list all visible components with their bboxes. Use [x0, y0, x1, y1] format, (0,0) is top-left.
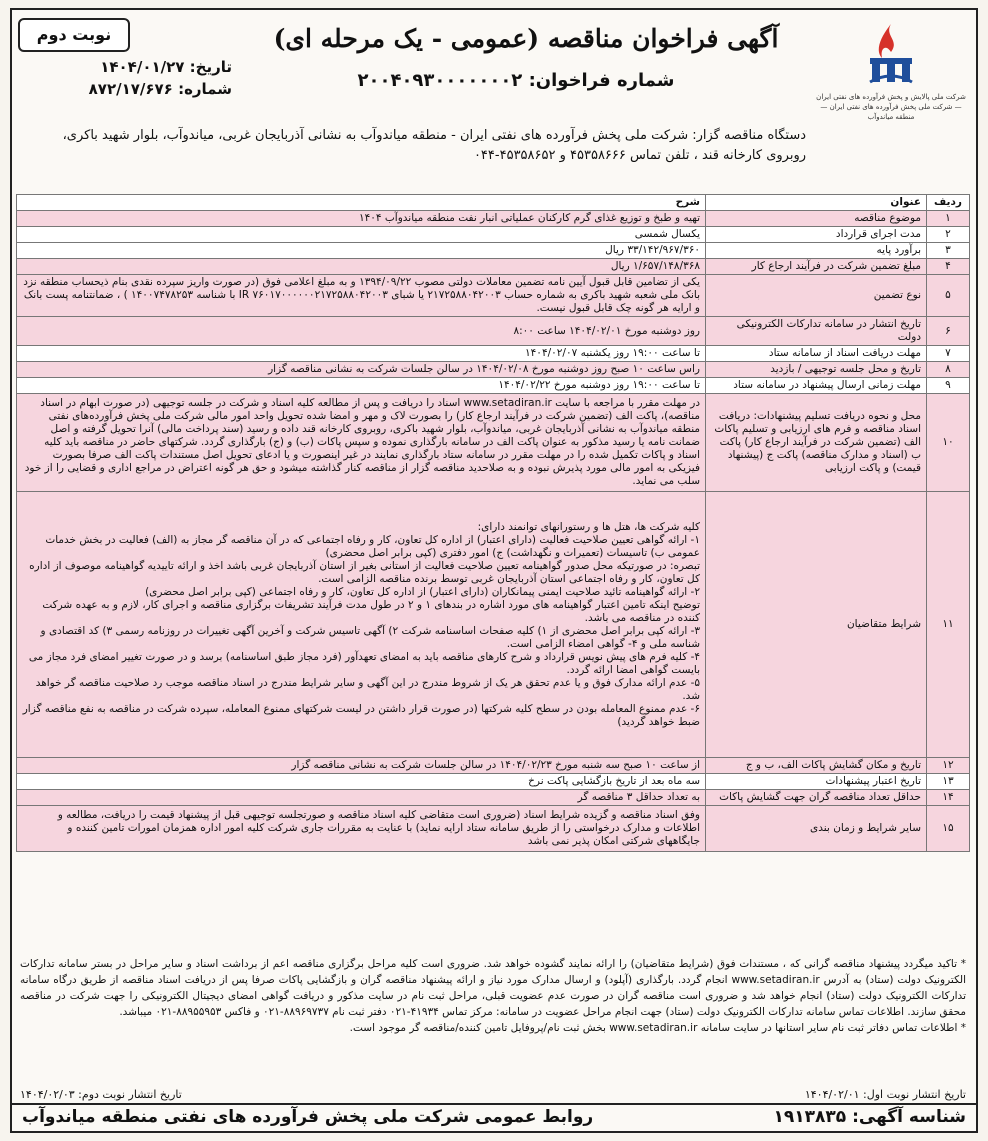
second-publication-date: تاریخ انتشار نوبت دوم: ۱۴۰۴/۰۲/۰۳: [20, 1088, 182, 1101]
table-row: [17, 492, 970, 758]
row-description: یکی از تضامین قابل قبول آیین نامه تضمین معاملات دولتی مصوب ۱۳۹۴/۰۹/۲۲ و به مبلغ اعلامی فوق (در صورت واریز سپرده نقدی بنام ذیحساب منطقه نزد بانک ملی شعبه شهید باکری به شماره حساب ۲۱۷۲۵۸۸۰۴۲۰۰۳ یا شبای IR ۷۶۰۱۷۰۰۰۰۰۰۲۱۷۲۵۸۸۰۴۲۰۰۳ با شناسه ۱۴۰۰۷۴۷۸۲۵۳ ) ، ضمانتنامه پست بانک و ارایه هر گونه چک قابل قبول نیست.: [17, 275, 706, 317]
row-number: ۱۴: [927, 790, 970, 806]
authority-line: دستگاه مناقصه گزار: شرکت ملی پخش فرآورده های نفتی ایران - منطقه میاندوآب به نشانی آذربایجان غربی، میاندوآب، بلوار شهید باکری،: [62, 128, 806, 143]
row-description: به تعداد حداقل ۳ مناقصه گر: [17, 790, 706, 806]
table-row: [17, 378, 970, 394]
row-description: روز دوشنبه مورخ ۱۴۰۴/۰۲/۰۱ ساعت ۸:۰۰: [17, 317, 706, 346]
table-row: [17, 346, 970, 362]
row-number: ۱: [927, 211, 970, 227]
notice-footer: [12, 1103, 976, 1131]
row-title: مهلت دریافت اسناد از سامانه ستاد: [706, 346, 927, 362]
row-title: شرایط متقاضیان: [706, 492, 927, 758]
row-number: ۱۰: [927, 394, 970, 492]
row-title: تاریخ و محل جلسه توجیهی / بازدید: [706, 362, 927, 378]
table-row: [17, 790, 970, 806]
table-row: [17, 806, 970, 852]
row-description: از ساعت ۱۰ صبح سه شنبه مورخ ۱۴۰۴/۰۲/۲۳ در سالن جلسات شرکت به نشانی مناقصه گزار: [17, 758, 706, 774]
notice-title: آگهی فراخوان مناقصه (عمومی - یک مرحله ای): [273, 24, 779, 53]
row-description: کلیه شرکت ها، هتل ها و رستورانهای توانمند دارای: ۱- ارائه گواهی تعیین صلاحیت فعالیت (دارای اعتبار) از اداره کل تعاون، کار و رفاه اجتماعی که در آن مناقصه گر مجاز به (الف) فعالیت در بخش خدمات عمومی ب) تاسیسات (تعمیرات و نگهداشت) ج) امور دفتری (کپی برابر اصل محضری) تبصره: در صورتیکه محل صدور گواهینامه تعیین صلاحیت فعالیت از استانی بغیر از استان آذربایجان غربی باشد اخذ و ارائه تاییدیه گواهینامه موصوف از اداره کل تعاون، کار و رفاه اجتماعی استان آذربایجان غربی توسط برنده مناقصه الزامی است. ۲- ارائه گواهینامه تائید صلاحیت ایمنی پیمانکاران (دارای اعتبار) از اداره کل تعاون، کار و رفاه اجتماعی (کپی برابر اصل محضری) توضیح اینکه تامین اعتبار گواهینامه های مورد اشاره در بندهای ۱ و ۲ در طول مدت فرآیند تشریفات برگزاری مناقصه و اجرای کار، لازم و به عهده شرکت کننده در مناقصه می باشد. ۳- ارائه کپی برابر اصل محضری از ۱) کلیه صفحات اساسنامه شرکت ۲) آگهی تاسیس شرکت و آخرین آگهی تغییرات در روزنامه رسمی ۳) کد اقتصادی و شناسه ملی و ۴- گواهی امضاء الزامی است. ۴- کلیه فرم های پیش نویس قرارداد و شرح کارهای مناقصه باید به امضای تعهدآور (فرد مجاز طبق اساسنامه) برسد و در صورت تغییر امضای فرد مجاز می بایست گواهی امضا ارائه گردد. ۵- عدم ارائه مدارک فوق و یا عدم تحقق هر یک از شروط مندرج در این آگهی و سایر شرایط مندرج در اسناد مناقصه موجب رد صلاحیت مناقصه گر خواهد شد. ۶- عدم ممنوع المعامله بودن در سطح کلیه شرکتها (در صورت قرار داشتن در لیست شرکتهای ممنوع المعامله، سپرده شرکت در مناقصه به نفع مناقصه گزار ضبط خواهد گردید): [17, 492, 706, 758]
table-row: [17, 211, 970, 227]
row-number: ۷: [927, 346, 970, 362]
letter-meta: [22, 56, 232, 100]
table-row: [17, 362, 970, 378]
table-row: [17, 243, 970, 259]
letter-number: شماره: ۸۷۲/۱۷/۶۷۶: [88, 80, 232, 98]
tender-notice: [10, 8, 978, 1133]
row-description: راس ساعت ۱۰ صبح روز دوشنبه مورخ ۱۴۰۴/۰۲/۰۸ در سالن جلسات شرکت به نشانی مناقصه گزار: [17, 362, 706, 378]
table-row: [17, 275, 970, 317]
row-description: تا ساعت ۱۹:۰۰ روز دوشنبه مورخ ۱۴۰۴/۰۲/۲۲: [17, 378, 706, 394]
header-no: ردیف: [927, 195, 970, 211]
row-title: تاریخ اعتبار پیشنهادات: [706, 774, 927, 790]
row-description: در مهلت مقرر با مراجعه با سایت www.setadiran.ir اسناد را دریافت و پس از مطالعه کلیه اسناد و شرکت در جلسه توجیهی (در صورت ابهام در اسناد مناقصه)، پاکت الف (تضمین شرکت در فرآیند ارجاع کار) را بصورت لاک و مهر و امضا شده تحویل واحد امور مالی شرکت ملی پخش فرآورده‌های نفتی منطقه میاندوآب به نشانی آذربایجان غربی، میاندوآب، بلوار شهید باکری، روبروی کارخانه قند داده و رسید (سند پرداخت مالی) آنرا تحویل گرفته و اصل ضمانت نامه یا رسید مذکور به عنوان پاکت الف در سامانه بارگذاری نموده و سپس پاکات (ب) و (ج) بارگذاری گردد. شرکتهای حاضر در مناقصه باید کلیه اسناد و پاکات تکمیل شده را در مهلت مقرر در سامانه ستاد بارگذاری نمایند در غیر اینصورت و یا ادعای تحویل اصل مستندات پاکت الف صرفا بصورت فیزیکی به امور مالی مورد پذیرش نبوده و به صلاحدید مناقصه گزار از مناقصه کنار گذاشته میشود و حق هر گونه اعتراض در مراجع اداری و قضایی را از خود سلب می نماید.: [17, 394, 706, 492]
row-description: یکسال شمسی: [17, 227, 706, 243]
row-number: ۶: [927, 317, 970, 346]
row-title: موضوع مناقصه: [706, 211, 927, 227]
row-description: ۳۳/۱۴۲/۹۶۷/۳۶۰ ریال: [17, 243, 706, 259]
row-number: ۱۱: [927, 492, 970, 758]
table-row: [17, 317, 970, 346]
company-logo: [816, 18, 966, 138]
tender-details-table: [16, 194, 970, 852]
notes-section: [20, 956, 966, 1036]
table-row: [17, 758, 970, 774]
row-number: ۴: [927, 259, 970, 275]
row-description: سه ماه بعد از تاریخ بازگشایی پاکت نرخ: [17, 774, 706, 790]
row-title: حداقل تعداد مناقصه گران جهت گشایش پاکات: [706, 790, 927, 806]
tender-number: شماره فراخوان: ۲۰۰۴۰۹۳۰۰۰۰۰۰۰۲: [357, 70, 675, 91]
header-title: عنوان: [706, 195, 927, 211]
logo-caption: شرکت ملی پالایش و پخش فرآورده های نفتی ایران — شرکت ملی پخش فرآورده های نفتی ایران — منطقه میاندوآب: [816, 93, 966, 121]
row-number: ۳: [927, 243, 970, 259]
row-title: تاریخ انتشار در سامانه تدارکات الکترونیکی دولت: [706, 317, 927, 346]
row-title: مبلغ تضمین شرکت در فرآیند ارجاع کار: [706, 259, 927, 275]
letter-date: تاریخ: ۱۴۰۴/۰۱/۲۷: [100, 58, 232, 76]
row-number: ۱۳: [927, 774, 970, 790]
note-setad: * تاکید میگردد پیشنهاد مناقصه گرانی که ، مستندات فوق (شرایط متقاضیان) را ارائه نمایند گشوده خواهد شد. ضروری است کلیه مراحل برگزاری مناقصه اعم از برداشت اسناد و سایر مراحل در بستر سامانه تدارکات الکترونیک دولت (ستاد) به آدرس www.setadiran.ir انجام گردد. بارگذاری (آپلود) و ارسال مدارک مورد نیاز و ارائه پیشنهاد مناقصه گران و بازگشایی پاکات صرفا پس از دریافت اسناد مناقصه از طریق درگاه سامانه تدارکات الکترونیک دولت (ستاد) انجام خواهد شد و ضروری است مناقصه گران در صورت عدم عضویت قبلی، مراحل ثبت نام در سایت مذکور و دریافت گواهی امضای دیجیتال الکترونیکی را جهت شرکت در مناقصه محقق سازند. اطلاعات تماس سامانه تدارکات الکترونیک دولت (ستاد) جهت انجام مراحل عضویت در سامانه: مرکز تماس ۴۱۹۳۴-۰۲۱ دفتر ثبت نام ۸۸۹۶۹۷۳۷-۰۲۱ و فاکس ۸۸۹۵۵۹۵۳-۰۲۱ میباشد.: [20, 958, 966, 1018]
header-desc: شرح: [17, 195, 706, 211]
row-description: ۱/۶۵۷/۱۴۸/۳۶۸ ریال: [17, 259, 706, 275]
notice-header: [12, 10, 976, 188]
table-row: [17, 394, 970, 492]
tendering-authority: [16, 126, 806, 166]
first-publication-date: تاریخ انتشار نوبت اول: ۱۴۰۴/۰۲/۰۱: [804, 1088, 966, 1101]
table-row: [17, 259, 970, 275]
row-title: مهلت زمانی ارسال پیشنهاد در سامانه ستاد: [706, 378, 927, 394]
row-description: تا ساعت ۱۹:۰۰ روز یکشنبه ۱۴۰۴/۰۲/۰۷: [17, 346, 706, 362]
ad-id: شناسه آگهی: ۱۹۱۳۸۳۵: [773, 1107, 966, 1127]
nioc-flame-logo-icon: [856, 18, 926, 88]
row-description: تهیه و طبخ و توزیع غذای گرم کارکنان عملیاتی انبار نفت منطقه میاندوآب ۱۴۰۴: [17, 211, 706, 227]
row-number: ۲: [927, 227, 970, 243]
row-title: نوع تضمین: [706, 275, 927, 317]
note-offices: * اطلاعات تماس دفاتر ثبت نام سایر استانها در سایت سامانه www.setadiran.ir بخش ثبت نام/پروفایل تامین کننده/مناقصه گر موجود است.: [349, 1022, 966, 1034]
row-number: ۵: [927, 275, 970, 317]
row-number: ۹: [927, 378, 970, 394]
row-number: ۱۲: [927, 758, 970, 774]
row-number: ۱۵: [927, 806, 970, 852]
public-relations: روابط عمومی شرکت ملی پخش فرآورده های نفتی منطقه میاندوآب: [22, 1107, 594, 1127]
row-title: برآورد پایه: [706, 243, 927, 259]
authority-contact: روبروی کارخانه قند ، تلفن تماس ۴۵۳۵۸۶۶۶ و ۴۵۳۵۸۶۵۲-۰۴۴: [473, 148, 806, 163]
table-row: [17, 774, 970, 790]
row-number: ۸: [927, 362, 970, 378]
row-title: سایر شرایط و زمان بندی: [706, 806, 927, 852]
row-title: محل و نحوه دریافت تسلیم پیشنهادات: دریافت اسناد مناقصه و فرم های ارزیابی و تسلیم پاکات الف (تضمین شرکت در فرآیند ارجاع کار) پاکت ب (اسناد و مدارک مناقصه) پاکت ج (پیشنهاد قیمت) و پاکت ارزیابی: [706, 394, 927, 492]
row-description: وفق اسناد مناقصه و گزیده شرایط اسناد (ضروری است متقاضی کلیه اسناد مناقصه و صورتجلسه توجیهی قبل از پیشنهاد قیمت را دریافت، مطالعه و اطلاعات و مدارک درخواستی را از طریق سامانه ستاد ارایه نماید) با عنایت به مقررات جاری شرکت کلیه امور اداره همزمان امورات تامین کننده و جایگاههای شرکتی امکان پذیر نمی باشد: [17, 806, 706, 852]
table-header-row: [17, 195, 970, 211]
row-title: تاریخ و مکان گشایش پاکات الف، ب و ج: [706, 758, 927, 774]
publication-badge: نوبت دوم: [18, 18, 130, 52]
row-title: مدت اجرای قرارداد: [706, 227, 927, 243]
table-row: [17, 227, 970, 243]
